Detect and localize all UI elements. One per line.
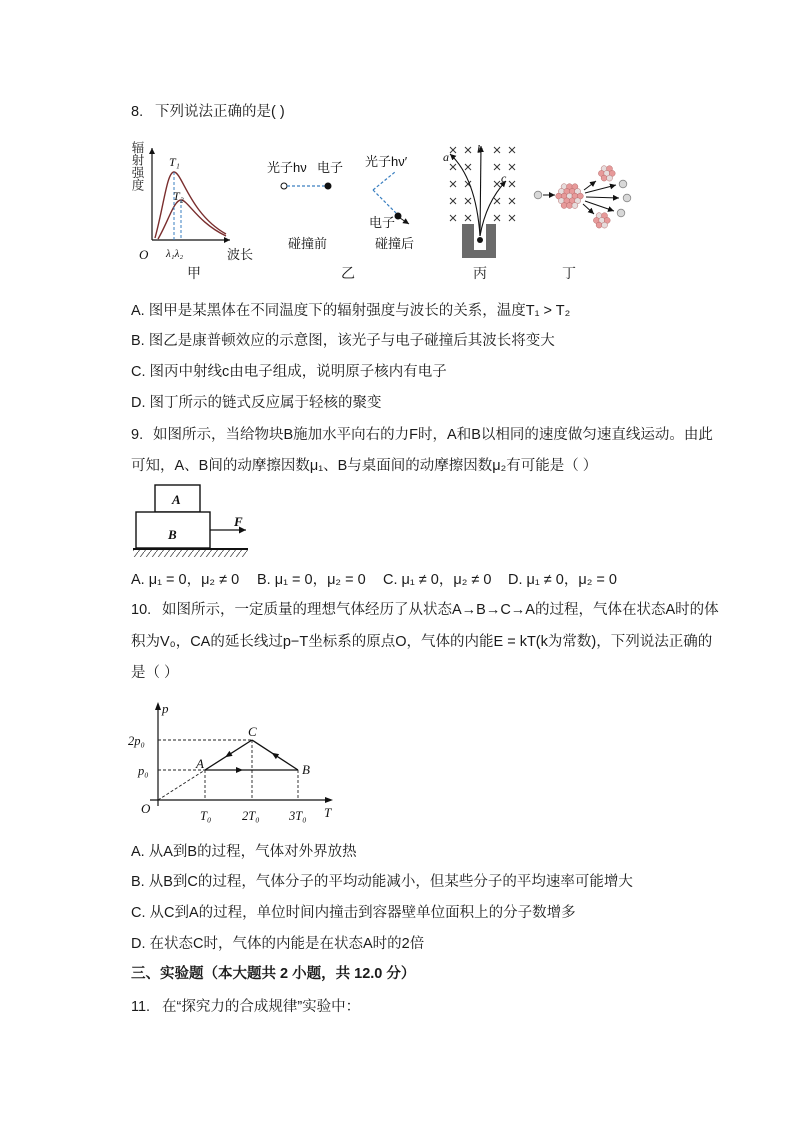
nucleon [601,175,607,181]
fig-jia-t2-label: T₂ [173,189,184,203]
question-8-figures [125,138,645,268]
fig-bing [443,142,515,258]
question-9-stem-1: 如图所示，当给物块B施加水平向右的力F时，A和B以相同的速度做匀速直线运动。由此 [153,427,713,443]
point-a-label: A [196,756,204,771]
field-cross [450,147,456,153]
field-cross [494,198,500,204]
fig-yi-label-before: 碰撞前 [288,236,328,251]
question-8-number: 8. [131,104,144,120]
field-cross [465,198,471,204]
question-11-number: 11. [131,999,151,1015]
field-cross [494,147,500,153]
fig-jia [139,148,253,262]
question-8-stem-line [131,102,285,122]
nucleus [556,184,584,209]
label-p0: p₀ [138,764,149,778]
t-axis-label: T [324,805,332,820]
label-3t0: 3T₀ [289,809,307,823]
fig-bing-ray-b [480,146,481,236]
fig-yi-photon-path-after [373,172,395,190]
fig-yi-electron-after: 电子 [369,215,396,230]
question-10-stem-line-1 [131,600,719,620]
question-10-option-b: B. 从B到C的过程，气体分子的平均动能减小，但某些分子的平均速率可能增大 [131,874,633,890]
extension-oa [158,770,205,800]
label-t0: T₀ [200,809,212,823]
field-cross [509,198,515,204]
question-11-stem: 在“探究力的合成规律”实验中： [162,999,361,1015]
field-cross [494,215,500,221]
question-9-option-d: D. μ₁ ≠ 0，μ₂ = 0 [508,572,617,588]
question-10-number: 10. [131,602,152,618]
fig-ding-arrow-5 [583,204,594,214]
nucleon [602,222,608,228]
field-cross [509,181,515,187]
question-8-option-a: A. 图甲是某黑体在不同温度下的辐射强度与波长的关系，温度T₁ > T₂ [131,303,571,319]
fig-yi-electron-before: 电子 [317,160,344,175]
fig-ding-arrow-3 [586,197,619,198]
field-cross [465,147,471,153]
fig-jia-curve-t1 [155,172,226,238]
fig-bing-source [477,237,483,243]
field-cross [465,164,471,170]
question-10-figure [125,698,340,826]
question-10-option-d: D. 在状态C时，气体的内能是在状态A时的2倍 [131,936,425,952]
fig-jia-y-label: 辐射强度 [130,141,144,191]
nucleon [572,202,578,208]
fig-ding-arrow-1 [584,181,596,190]
fig-ding-neutron-3 [617,209,625,217]
fig-yi-photon-after: 光子hν′ [365,154,408,169]
fig-bing-ray-a [450,154,480,236]
fig-jia-curve-t2 [158,200,226,239]
origin-label: O [141,801,151,816]
field-cross [509,147,515,153]
force-label: F [234,514,243,529]
question-10-stem-1: 如图所示，一定质量的理想气体经历了从状态A→B→C→A的过程，气体在状态A时的体 [162,602,719,618]
fig-jia-caption: 甲 [187,265,201,281]
fig-bing-ray-c-label: c [501,171,507,185]
nucleon [607,175,613,181]
arrow-ca [225,751,233,757]
field-cross [509,164,515,170]
fig-ding [534,166,631,228]
block-a-label: A [172,492,181,507]
question-10-stem-line-3: 是（ ） [131,665,179,681]
fig-yi [267,154,414,251]
question-11-stem-line [131,997,360,1017]
question-8-option-d: D. 图丁所示的链式反应属于轻核的聚变 [131,395,382,411]
p-axis-arrow [155,702,161,710]
question-10-option-a: A. 从A到B的过程，气体对外界放热 [131,844,357,860]
question-9-option-b: B. μ₁ = 0，μ₂ = 0 [257,572,366,588]
nucleon [561,202,567,208]
label-2t0: 2T₀ [242,809,260,823]
p-axis-label: p [162,701,169,716]
fig-bing-ray-b-label: b [477,142,483,156]
field-cross [465,215,471,221]
fig-ding-neutron-2 [623,194,631,202]
question-9-stem-line-1 [131,425,713,445]
nucleon [596,222,602,228]
arrow-bc [272,753,280,759]
question-9-option-c: C. μ₁ ≠ 0，μ₂ ≠ 0 [383,572,492,588]
arrow-ab [236,767,243,773]
fig-yi-electron-after-arrow [400,218,409,224]
field-cross [450,181,456,187]
fig-yi-electron-before-dot [325,183,332,190]
fig-bing-ray-a-label: a [443,150,449,164]
fig-ding-incoming-neutron [534,191,542,199]
question-9-stem-line-2: 可知，A、B间的动摩擦因数μ₁、B与桌面间的动摩擦因数μ₂有可能是（ ） [131,458,598,474]
fig-yi-caption: 乙 [341,265,355,281]
fig-yi-label-after: 碰撞后 [375,236,415,251]
fig-ding-nuclei [556,166,616,228]
table-hatching [133,549,248,557]
question-9-figure [130,480,255,565]
fig-yi-photon-before-dot [281,183,287,189]
fig-jia-origin-label: O [139,247,149,262]
field-cross [509,215,515,221]
t-axis-arrow [325,797,333,803]
fig-jia-x-label: 波长 [227,247,254,262]
block-b-label: B [168,527,177,542]
fig-bing-caption: 丙 [473,265,487,281]
field-cross [450,215,456,221]
fig-yi-photon-before: 光子hν [267,160,307,175]
question-9-number: 9. [131,427,144,443]
nucleus [598,166,615,181]
field-cross [494,164,500,170]
fig-ding-caption: 丁 [562,265,576,281]
fig-jia-t1-label: T₁ [169,155,180,169]
field-cross [450,164,456,170]
question-8-option-b: B. 图乙是康普顿效应的示意图，该光子与电子碰撞后其波长将变大 [131,333,555,349]
question-8-option-c: C. 图丙中射线c由电子组成，说明原子核内有电子 [131,364,447,380]
label-2p0: 2p₀ [128,734,145,748]
point-c-label: C [248,724,257,739]
nucleus [593,213,610,228]
question-9-option-a: A. μ₁ = 0，μ₂ ≠ 0 [131,572,240,588]
nucleon [567,202,573,208]
fig-jia-lambda-labels: λ₁λ₂ [166,248,184,260]
question-8-stem: 下列说法正确的是( ) [155,104,285,120]
field-cross [494,181,500,187]
field-cross [450,198,456,204]
section-3-title: 三、实验题（本大题共 2 小题，共 12.0 分） [131,966,416,982]
question-10-option-c: C. 从C到A的过程，单位时间内撞击到容器壁单位面积上的分子数增多 [131,905,576,921]
fig-ding-neutron-1 [619,180,627,188]
point-b-label: B [302,762,310,777]
fig-yi-electron-path-after [373,190,396,213]
question-10-stem-line-2: 积为V₀，CA的延长线过p−T坐标系的原点O，气体的内能E = kT(k为常数)，下列说法正确的 [131,634,713,650]
